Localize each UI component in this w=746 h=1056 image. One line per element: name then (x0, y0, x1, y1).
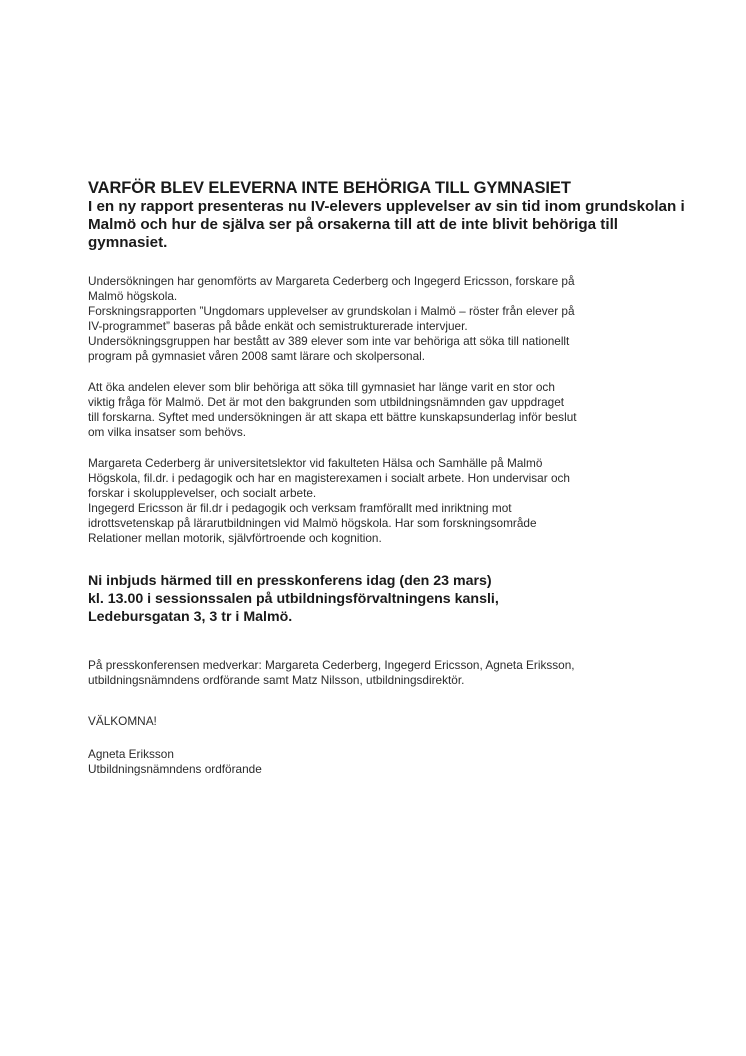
signature-name: Agneta Eriksson (88, 747, 174, 761)
body-paragraph-researchers: Margareta Cederberg är universitetslektor vid fakulteten Hälsa och Samhälle på Malmö Högskola, fil.dr. i pedagogik och har en magisterexamen i socialt arbete. Hon undervisar och forskar i skolupplevelser, och socialt arbete. Ingegerd Ericsson är fil.dr i pedagogik och verksam framförallt med inriktning mot idrottsvetenskap på lärarutbildningen vid Malmö högskola. Har som forskningsområde Relationer mellan motorik, självförtroende och kognition. (88, 456, 570, 545)
welcome-text: VÄLKOMNA! (88, 714, 157, 728)
invitation-paragraph: Ni inbjuds härmed till en presskonferens idag (den 23 mars) kl. 13.00 i sessionssalen på utbildningsförvaltningens kansli, Ledebursgatan 3, 3 tr i Malmö. (88, 573, 499, 625)
body-paragraph-study: Undersökningen har genomförts av Margareta Cederberg och Ingegerd Ericsson, forskare på Malmö högskola. Forskningsrapporten ”Ungdomars upplevelser av grundskolan i Malmö – röster från elever på IV-programmet” baseras på både enkät och semistrukturerade intervjuer. Undersökningsgruppen har bestått av 389 elever som inte var behöriga att söka till nationellt program på gymnasiet våren 2008 samt lärare och skolpersonal. (88, 274, 575, 363)
participants-paragraph: På presskonferensen medverkar: Margareta Cederberg, Ingegerd Ericsson, Agneta Eriksson, utbildningsnämndens ordförande samt Matz Nilsson, utbildningsdirektör. (88, 658, 575, 687)
lead-paragraph: I en ny rapport presenteras nu IV-elevers upplevelser av sin tid inom grundskolan i Malmö och hur de själva ser på orsakerna till att de inte blivit behöriga till gymnasiet. (88, 198, 685, 251)
document-title: VARFÖR BLEV ELEVERNA INTE BEHÖRIGA TILL GYMNASIET (88, 179, 571, 197)
document-page (88, 178, 688, 777)
body-paragraph-background: Att öka andelen elever som blir behöriga att söka till gymnasiet har länge varit en stor och viktig fråga för Malmö. Det är mot den bakgrunden som utbildningsnämnden gav uppdraget till forskarna. Syftet med undersökningen är att skapa ett bättre kunskapsunderlag inför beslut om vilka insatser som behövs. (88, 380, 577, 439)
signature-role: Utbildningsnämndens ordförande (88, 762, 262, 776)
